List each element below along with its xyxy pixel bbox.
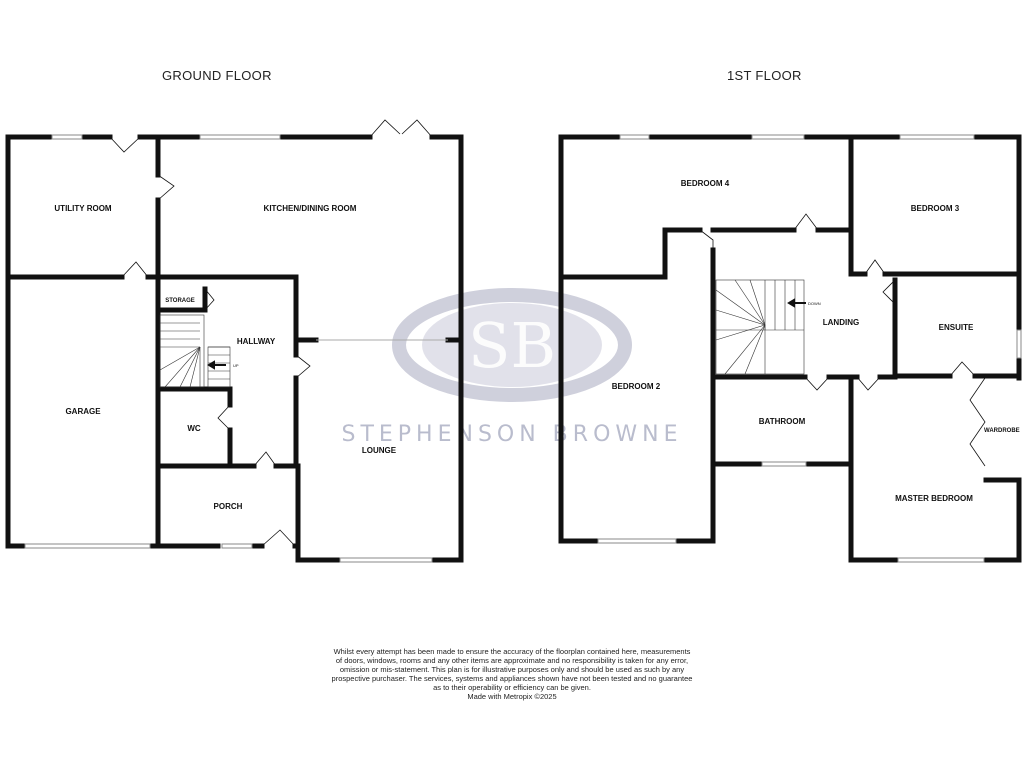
first-wall-bottom-b [806,464,898,560]
ground-door-front [262,530,295,546]
first-wall-bath-top-b [829,377,851,464]
first-window-bed3 [900,135,974,139]
watermark-brand-text: STEPHENSON BROWNE [341,422,683,447]
ground-stair-label: UP [233,363,239,368]
first-door-bed2 [700,230,713,250]
ground-french-doors [370,120,432,137]
ground-window-lounge [340,558,432,562]
room-label-storage: STORAGE [165,298,195,304]
first-window-bed4-a [620,135,649,139]
first-wall-top-d [974,137,1019,330]
ground-door-lounge [296,355,310,378]
first-floor-title: 1ST FLOOR [727,68,802,83]
first-wall-bed3-left [851,137,865,274]
room-label-ensuite: ENSUITE [938,323,974,332]
first-stair-label: DOWN [808,301,821,306]
ground-door-utility-kitchen [158,175,174,200]
first-wall-bottom-c [984,480,1019,560]
first-stair-arrow-icon [789,300,806,306]
ground-floor-title: GROUND FLOOR [162,68,272,83]
first-wardrobe-doors [970,378,985,466]
room-label-master-bedroom: MASTER BEDROOM [895,494,973,503]
disclaimer-line: Whilst every attempt has been made to ensure the accuracy of the floorplan contained here, measurements [333,647,691,656]
first-door-bed3 [865,260,885,274]
disclaimer-line: omission or mis-statement. This plan is for illustrative purposes only and should be used as such by any [339,665,685,674]
ground-window-utility [52,135,82,139]
room-label-hallway: HALLWAY [236,337,276,346]
watermark-logo [341,295,682,447]
watermark-monogram: SB [467,309,557,382]
first-door-ensuite-master [950,362,975,376]
ground-door-hall-porch [254,452,276,466]
disclaimer-line: of doors, windows, rooms and any other items are approximate and no responsibility is taken for any error, [335,656,689,665]
ground-door-wc [218,405,230,430]
room-label-bedroom4: BEDROOM 4 [680,179,730,188]
ground-staircase [160,315,230,387]
first-door-bed4 [794,214,818,230]
room-label-garage: GARAGE [65,407,101,416]
room-label-bathroom: BATHROOM [758,417,806,426]
first-window-bed2 [598,539,676,543]
room-label-wardrobe: WARDROBE [984,428,1020,434]
room-label-utility: UTILITY ROOM [54,204,112,213]
ground-wall-lounge-bottom [298,466,340,560]
room-label-porch: PORCH [213,502,243,511]
first-window-ensuite [1017,330,1021,358]
room-label-bedroom3: BEDROOM 3 [910,204,960,213]
disclaimer-block [262,647,762,701]
first-window-master [898,558,984,562]
disclaimer-credit: Made with Metropix ©2025 [467,692,557,701]
ground-window-kitchen [200,135,280,139]
first-door-bath [805,377,829,390]
first-wall-bed4-bottom [561,230,700,277]
first-window-bed4-b [752,135,804,139]
room-label-bedroom2: BEDROOM 2 [611,382,661,391]
disclaimer-line: prospective purchaser. The services, systems and appliances shown have not been tested and no guarantee [331,674,693,683]
room-label-wc: WC [187,424,201,433]
ground-window-porch [222,544,252,548]
disclaimer-line: as to their operability or efficiency can be given. [433,683,591,692]
first-staircase [716,280,804,374]
ground-wall-left [8,137,25,546]
room-label-landing: LANDING [822,318,860,327]
first-wall-bottom-a [676,464,762,541]
room-label-kitchen: KITCHEN/DINING ROOM [263,204,357,213]
ground-wall-wc-top [158,389,230,405]
room-label-lounge: LOUNGE [361,446,397,455]
ground-garage-door [25,544,150,548]
first-window-bath [762,462,806,466]
ground-wall-wc-right [230,430,254,466]
first-door-master [857,377,880,390]
edge-mask [1020,420,1024,440]
ground-door-utility-ext [110,137,140,152]
ground-door-garage [122,262,148,277]
